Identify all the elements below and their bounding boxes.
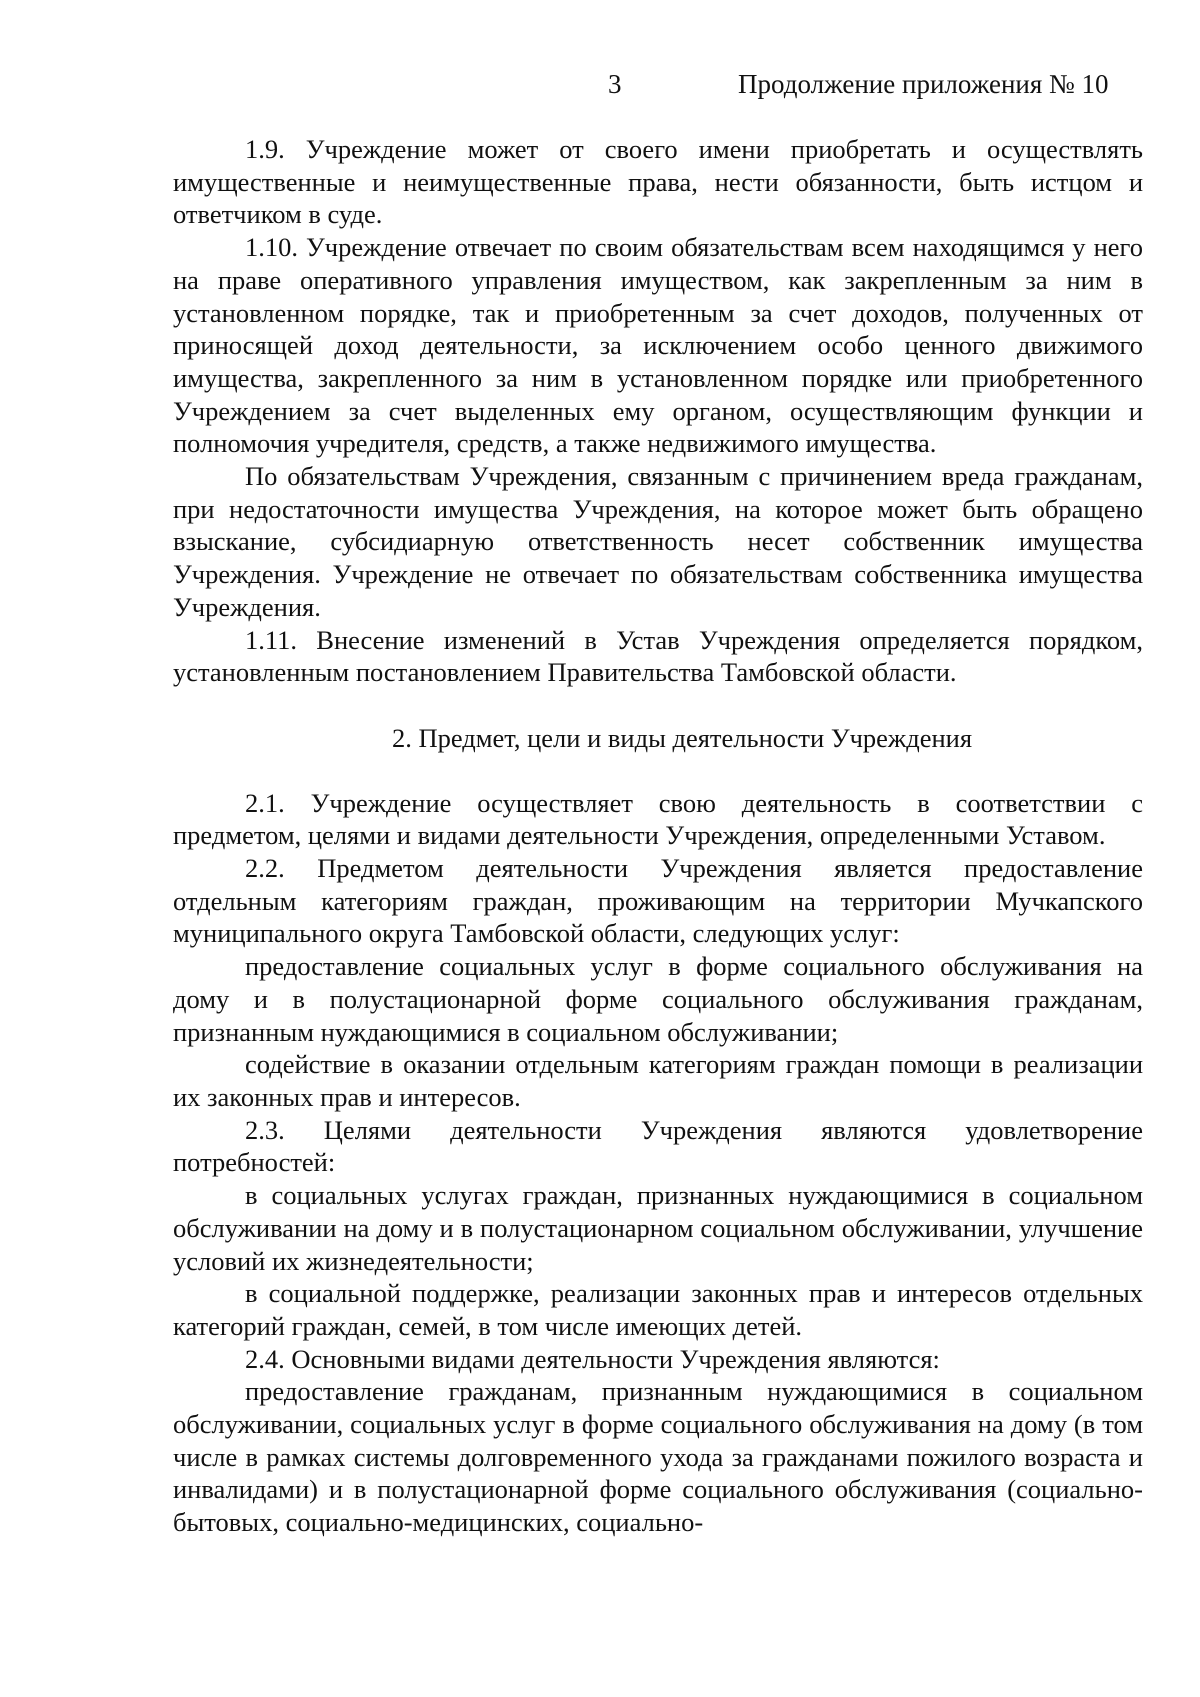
paragraph-2-2: 2.2. Предметом деятельности Учреждения является предоставление отдельным категориям граждан, проживающим на территории Мучкапского муниципального округа Тамбовской области, следующих услуг: — [173, 853, 1143, 949]
paragraph-2-4-item-1: предоставление гражданам, признанным нуждающимися в социальном обслуживании, социальных услуг в форме социального обслуживания на дому (в том числе в рамках системы долговременного ухода за гражданами пожилого возраста и инвалидами) и в полустационарной форме социального обслуживания (социально-бытовых, социально-медицинских, социально- — [173, 1376, 1143, 1538]
paragraph-2-4: 2.4. Основными видами деятельности Учреждения являются: — [245, 1343, 940, 1374]
paragraph-liability: По обязательствам Учреждения, связанным с причинением вреда гражданам, при недостаточности имущества Учреждения, на которое может быть обращено взыскание, субсидиарную ответственность несет собственник имущества Учреждения. Учреждение не отвечает по обязательствам собственника имущества Учреждения. — [173, 461, 1143, 622]
paragraph-1-11: 1.11. Внесение изменений в Устав Учреждения определяется порядком, установленным постановлением Правительства Тамбовской области. — [173, 624, 1143, 688]
document-body — [173, 133, 1143, 1539]
section-heading: 2. Предмет, цели и виды деятельности Учреждения — [391, 722, 973, 753]
paragraph-2-2-item-1: предоставление социальных услуг в форме социального обслуживания на дому и в полустационарной форме социального обслуживания гражданам, признанным нуждающимися в социальном обслуживании; — [173, 951, 1143, 1047]
paragraph-2-2-item-2: содействие в оказании отдельным категориям граждан помощи в реализации их законных прав и интересов. — [173, 1049, 1143, 1112]
paragraph-1-10: 1.10. Учреждение отвечает по своим обязательствам всем находящимся у него на праве оперативного управления имуществом, как закрепленным за ним в установленном порядке, так и приобретенным за счет доходов, полученных от приносящей доход деятельности, за исключением особо ценного движимого имущества, закрепленного за ним в установленном порядке или приобретенного Учреждением за счет выделенных ему органом, осуществляющим функции и полномочия учредителя, средств, а также недвижимого имущества. — [173, 232, 1143, 459]
paragraph-2-3-item-2: в социальной поддержке, реализации законных прав и интересов отдельных категорий граждан, семей, в том числе имеющих детей. — [173, 1278, 1143, 1341]
page-number: 3 — [608, 69, 622, 99]
appendix-continuation-label: Продолжение приложения № 10 — [738, 69, 1109, 99]
paragraph-2-3: 2.3. Целями деятельности Учреждения являются удовлетворение потребностей: — [173, 1114, 1143, 1178]
paragraph-2-3-item-1: в социальных услугах граждан, признанных нуждающимися в социальном обслуживании на дому и в полустационарном социальном обслуживании, улучшение условий их жизнедеятельности; — [173, 1180, 1143, 1276]
paragraph-2-1: 2.1. Учреждение осуществляет свою деятельность в соответствии с предметом, целями и видами деятельности Учреждения, определенными Уставом. — [173, 787, 1143, 851]
paragraph-1-9: 1.9. Учреждение может от своего имени приобретать и осуществлять имущественные и неимущественные права, нести обязанности, быть истцом и ответчиком в суде. — [173, 134, 1143, 230]
